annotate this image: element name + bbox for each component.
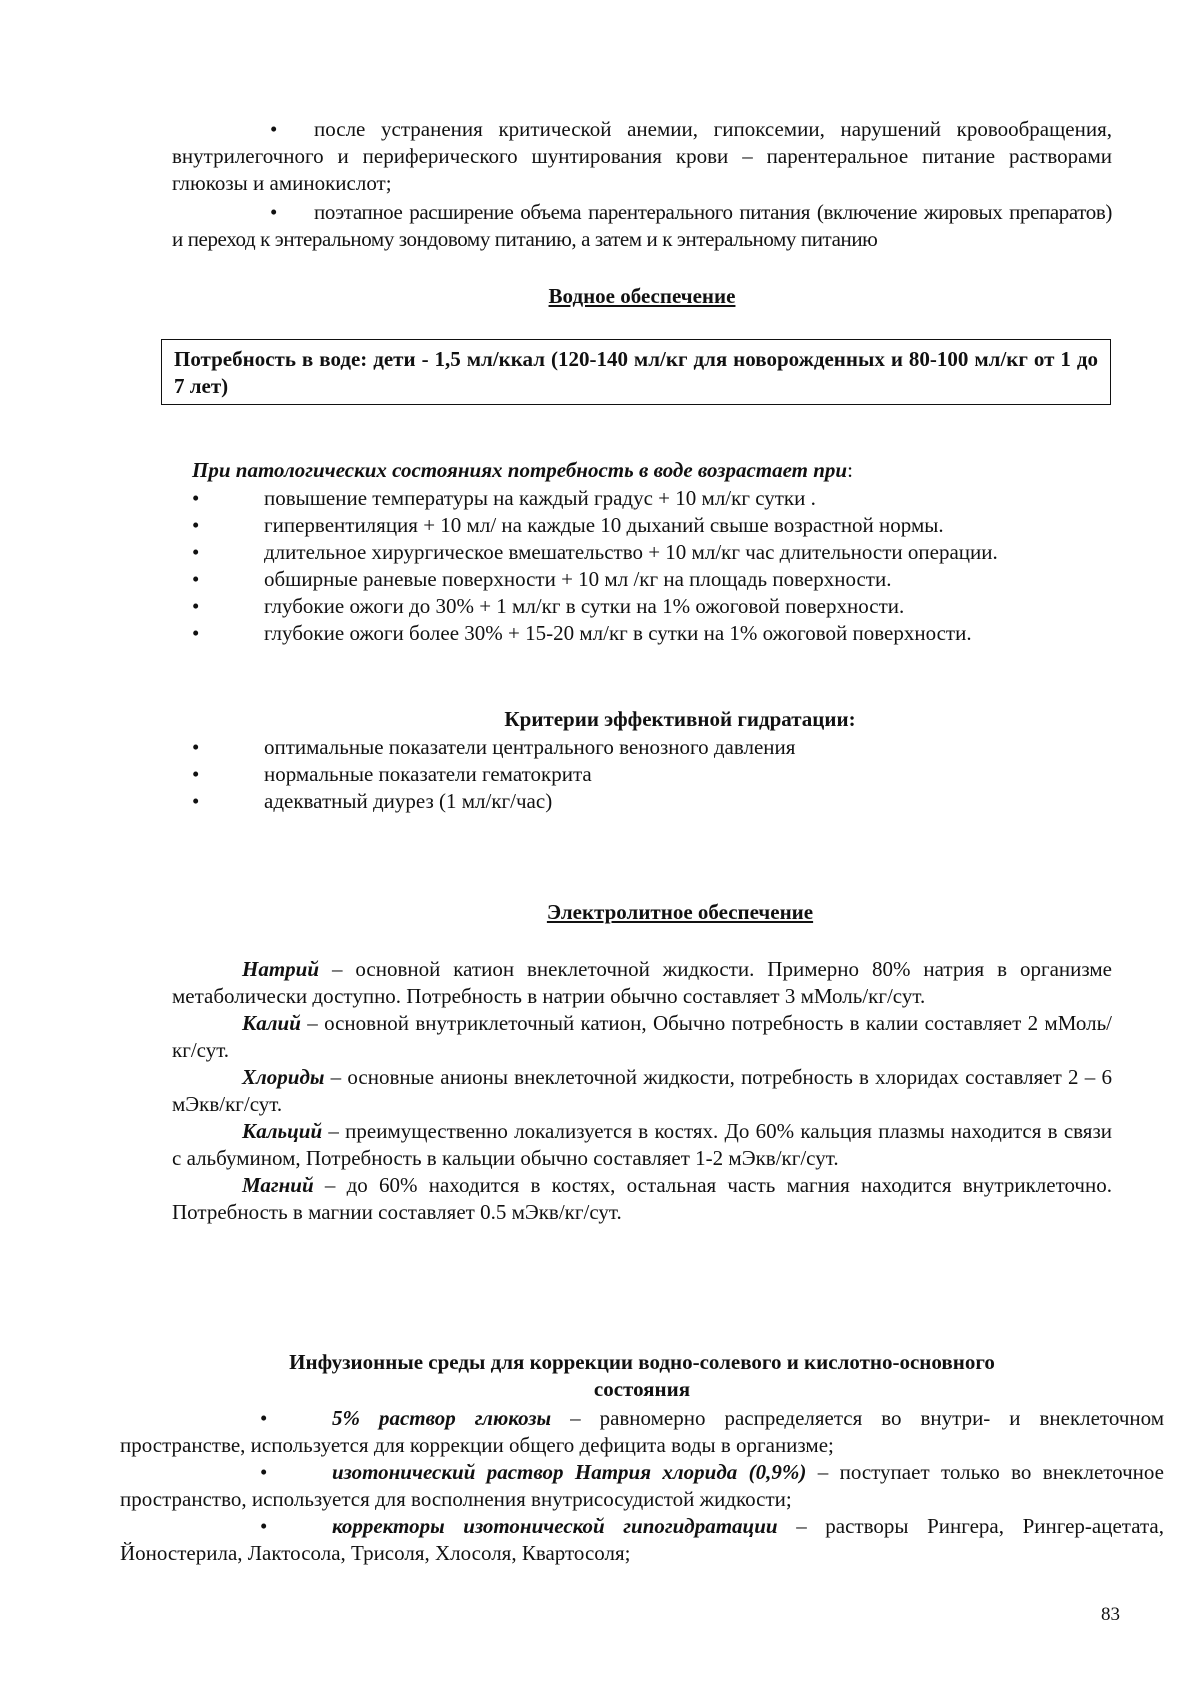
electrolytes-body xyxy=(172,956,1112,1226)
hydration-heading: Критерии эффективной гидратации: xyxy=(504,707,856,731)
bullet-icon: • xyxy=(192,621,200,645)
bullet-icon: • xyxy=(260,1460,268,1484)
bullet-icon: • xyxy=(192,735,200,759)
list-item: • корректоры изотонической гипогидратации – растворы Рингера, Рингер-ацетата, Йоностерила, Лактосола, Трисоля, Хлосоля, Квартосоля; xyxy=(120,1514,1164,1565)
bullet-icon: • xyxy=(192,567,200,591)
page-number: 83 xyxy=(1101,1604,1120,1625)
bullet-icon: • xyxy=(270,117,278,141)
list-item: • изотонический раствор Натрия хлорида (0,9%) – поступает только во внеклеточное пространство, используется для восполнения внутрисосудистой жидкости; xyxy=(120,1460,1164,1511)
bullet-icon: • xyxy=(260,1406,268,1430)
electrolyte-sodium: Натрий – основной катион внеклеточной жидкости. Примерно 80% натрия в организме метаболически доступно. Потребность в натрии обычно составляет 3 мМоль/кг/сут. xyxy=(172,957,1112,1008)
bullet-icon: • xyxy=(192,594,200,618)
bullet-icon: • xyxy=(192,486,200,510)
bullet-icon: • xyxy=(192,789,200,813)
electrolyte-magnesium: Магний – до 60% находится в костях, остальная часть магния находится внутриклеточно. Потребность в магнии составляет 0.5 мЭкв/кг/сут. xyxy=(172,1173,1112,1224)
list-item: • глубокие ожоги более 30% + 15-20 мл/кг в сутки на 1% ожоговой поверхности. xyxy=(192,621,972,645)
electrolyte-chlorides: Хлориды – основные анионы внеклеточной жидкости, потребность в хлоридах составляет 2 – 6 мЭкв/кг/сут. xyxy=(172,1065,1112,1116)
list-item: • адекватный диурез (1 мл/кг/час) xyxy=(192,789,553,813)
water-requirement-box: Потребность в воде: дети - 1,5 мл/ккал (120-140 мл/кг для новорожденных и 80-100 мл/кг от 1 до 7 лет) xyxy=(161,339,1111,405)
list-item: • повышение температуры на каждый градус + 10 мл/кг сутки . xyxy=(192,486,816,510)
bullet-icon: • xyxy=(270,200,277,224)
electrolyte-calcium: Кальций – преимущественно локализуется в костях. До 60% кальция плазмы находится в связи с альбумином, Потребность в кальции обычно составляет 1-2 мЭкв/кг/сут. xyxy=(172,1119,1112,1170)
list-item: • гипервентиляция + 10 мл/ на каждые 10 дыханий свыше возрастной нормы. xyxy=(192,513,944,537)
bullet-icon: • xyxy=(192,762,200,786)
electrolytes-heading: Электролитное обеспечение xyxy=(546,900,814,924)
intro-item-1: • после устранения критической анемии, гипоксемии, нарушений кровообращения, внутрилегочного и периферического шунтирования крови – парентеральное питание растворами глюкозы и аминокислот; xyxy=(172,117,1112,195)
bullet-icon: • xyxy=(192,513,200,537)
bullet-icon: • xyxy=(260,1514,268,1538)
list-item: • оптимальные показатели центрального венозного давления xyxy=(192,735,796,759)
list-item: • длительное хирургическое вмешательство + 10 мл/кг час длительности операции. xyxy=(192,540,998,564)
infusion-list xyxy=(120,1405,1164,1567)
bullet-icon: • xyxy=(192,540,200,564)
list-item: • нормальные показатели гематокрита xyxy=(192,762,592,786)
hydration-list xyxy=(182,734,1122,815)
list-item: • 5% раствор глюкозы – равномерно распределяется во внутри- и внеклеточном пространстве, используется для коррекции общего дефицита воды в организме; xyxy=(120,1406,1165,1457)
intro-item-2: • поэтапное расширение объема парентерального питания (включение жировых препаратов) и переход к энтеральному зондовому питанию, а затем и к энтеральному питанию xyxy=(172,200,1112,251)
patho-list xyxy=(182,485,1122,647)
electrolyte-potassium: Калий – основной внутриклеточный катион, Обычно потребность в калии составляет 2 мМоль/кг/сут. xyxy=(172,1011,1112,1062)
list-item: • глубокие ожоги до 30% + 1 мл/кг в сутки на 1% ожоговой поверхности. xyxy=(192,594,905,618)
water-heading: Водное обеспечение xyxy=(548,284,736,308)
list-item: • обширные раневые поверхности + 10 мл /кг на площадь поверхности. xyxy=(192,567,892,591)
infusion-heading: Инфузионные среды для коррекции водно-солевого и кислотно-основного состояния xyxy=(289,1350,995,1401)
patho-lead: При патологических состояниях потребность в воде возрастает при: xyxy=(192,458,853,482)
